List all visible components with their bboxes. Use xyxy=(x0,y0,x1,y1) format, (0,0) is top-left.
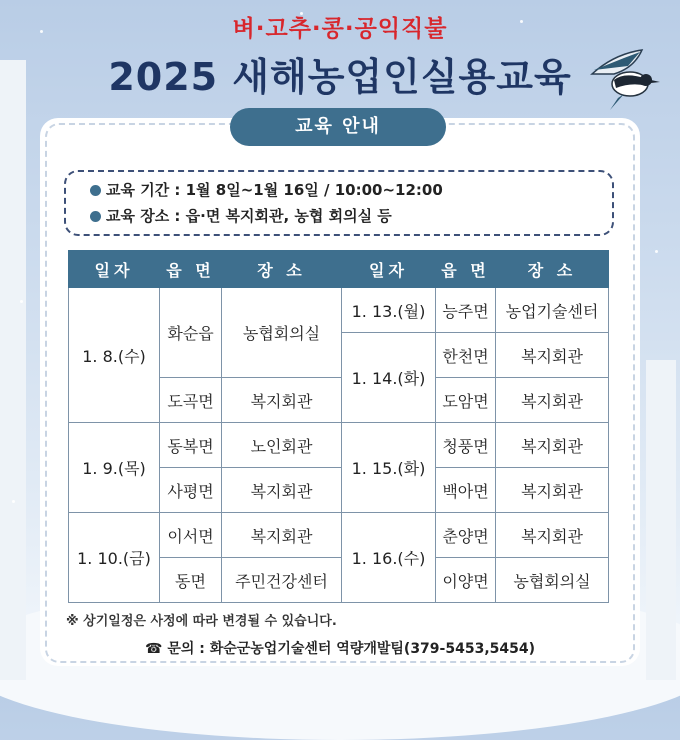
header-place: 장 소 xyxy=(222,251,342,288)
town-cell: 도암면 xyxy=(436,378,496,423)
place-cell: 노인회관 xyxy=(222,423,342,468)
info-place xyxy=(90,205,392,226)
notice-text: ※ 상기일정은 사정에 따라 변경될 수 있습니다. xyxy=(66,614,337,629)
date-cell: 1. 8.(수) xyxy=(69,288,160,423)
town-cell: 동면 xyxy=(160,558,222,603)
place-cell: 복지회관 xyxy=(222,468,342,513)
place-cell: 복지회관 xyxy=(496,333,609,378)
date-cell: 1. 15.(화) xyxy=(342,423,436,513)
bullet-icon xyxy=(90,211,101,222)
town-cell: 이서면 xyxy=(160,513,222,558)
table-row xyxy=(69,423,609,468)
place-cell: 복지회관 xyxy=(496,468,609,513)
info-box xyxy=(64,170,614,236)
header-town: 읍 면 xyxy=(160,251,222,288)
table-row xyxy=(69,513,609,558)
schedule-table xyxy=(68,250,609,603)
town-cell: 이양면 xyxy=(436,558,496,603)
town-cell: 한천면 xyxy=(436,333,496,378)
table-header-row xyxy=(69,251,609,288)
town-cell: 춘양면 xyxy=(436,513,496,558)
place-cell: 농협회의실 xyxy=(496,558,609,603)
town-cell: 동복면 xyxy=(160,423,222,468)
town-cell: 사평면 xyxy=(160,468,222,513)
place-cell: 복지회관 xyxy=(496,513,609,558)
town-cell: 도곡면 xyxy=(160,378,222,423)
date-cell: 1. 13.(월) xyxy=(342,288,436,333)
place-cell: 복지회관 xyxy=(496,378,609,423)
place-cell: 복지회관 xyxy=(496,423,609,468)
town-cell: 능주면 xyxy=(436,288,496,333)
header-date: 일자 xyxy=(69,251,160,288)
town-cell: 백아면 xyxy=(436,468,496,513)
snowflake xyxy=(655,250,658,253)
section-label: 교육 안내 xyxy=(230,108,446,146)
town-cell: 화순읍 xyxy=(160,288,222,378)
header-town: 읍 면 xyxy=(436,251,496,288)
background-tree-left xyxy=(0,60,26,680)
contact-text: ☎ 문의 : 화순군농업기술센터 역량개발팀(379-5453,5454) xyxy=(145,641,535,657)
date-cell: 1. 10.(금) xyxy=(69,513,160,603)
table-row xyxy=(69,288,609,333)
subtitle: 벼·고추·콩·공익직불 xyxy=(232,16,448,42)
bullet-icon xyxy=(90,185,101,196)
date-cell: 1. 14.(화) xyxy=(342,333,436,423)
header-place: 장 소 xyxy=(496,251,609,288)
header-date: 일자 xyxy=(342,251,436,288)
town-cell: 청풍면 xyxy=(436,423,496,468)
date-cell: 1. 16.(수) xyxy=(342,513,436,603)
place-cell: 복지회관 xyxy=(222,378,342,423)
date-cell: 1. 9.(목) xyxy=(69,423,160,513)
snowflake xyxy=(12,500,15,503)
place-cell: 복지회관 xyxy=(222,513,342,558)
place-cell: 농협회의실 xyxy=(222,288,342,378)
page-title: 2025 새해농업인실용교육 xyxy=(108,55,572,99)
place-cell: 농업기술센터 xyxy=(496,288,609,333)
place-cell: 주민건강센터 xyxy=(222,558,342,603)
info-period xyxy=(90,179,443,200)
background-tree-right xyxy=(646,360,676,680)
info-place-text: 교육 장소 : 읍·면 복지회관, 농협 회의실 등 xyxy=(106,207,392,225)
snowflake xyxy=(20,300,23,303)
info-period-text: 교육 기간 : 1월 8일~1월 16일 / 10:00~12:00 xyxy=(106,181,443,199)
